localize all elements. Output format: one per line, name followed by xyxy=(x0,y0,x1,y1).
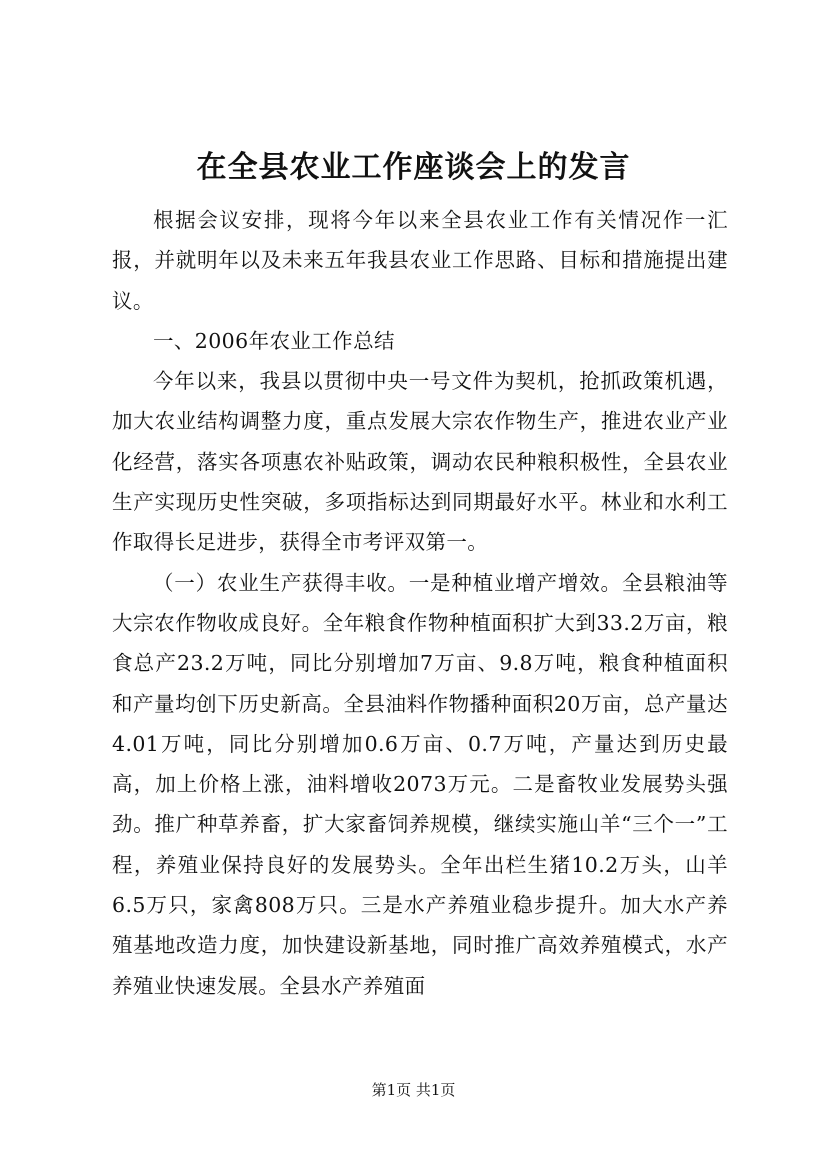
document-body xyxy=(112,200,728,1006)
section-heading: 一、2006年农业工作总结 xyxy=(153,328,395,353)
paragraph-intro: 根据会议安排，现将今年以来全县农业工作有关情况作一汇报，并就明年以及未来五年我县农业工作思路、目标和措施提出建议。 xyxy=(112,208,728,313)
paragraph-summary: 今年以来，我县以贯彻中央一号文件为契机，抢抓政策机遇，加大农业结构调整力度，重点发展大宗农作物生产，推进农业产业化经营，落实各项惠农补贴政策，调动农民种粮积极性，全县农业生产实现历史性突破，多项指标达到同期最好水平。林业和水利工作取得长足进步，获得全市考评双第一。 xyxy=(112,369,728,555)
page-footer: 第1页 共1页 xyxy=(371,1081,456,1099)
paragraph-harvest: （一）农业生产获得丰收。一是种植业增产增效。全县粮油等大宗农作物收成良好。全年粮食作物种植面积扩大到33.2万亩，粮食总产23.2万吨，同比分别增加7万亩、9.8万吨，粮食种植面积和产量均创下历史新高。全县油料作物播种面积20万亩，总产量达4.01万吨，同比分别增加0.6万亩、0.7万吨，产量达到历史最高，加上价格上涨，油料增收2073万元。二是畜牧业发展势头强劲。推广种草养畜，扩大家畜饲养规模，继续实施山羊“三个一”工程，养殖业保持良好的发展势头。全年出栏生猪10.2万头，山羊6.5万只，家禽808万只。三是水产养殖业稳步提升。加大水产养殖基地改造力度，加快建设新基地，同时推广高效养殖模式，水产养殖业快速发展。全县水产养殖面 xyxy=(112,570,728,998)
page-title: 在全县农业工作座谈会上的发言 xyxy=(196,150,631,185)
